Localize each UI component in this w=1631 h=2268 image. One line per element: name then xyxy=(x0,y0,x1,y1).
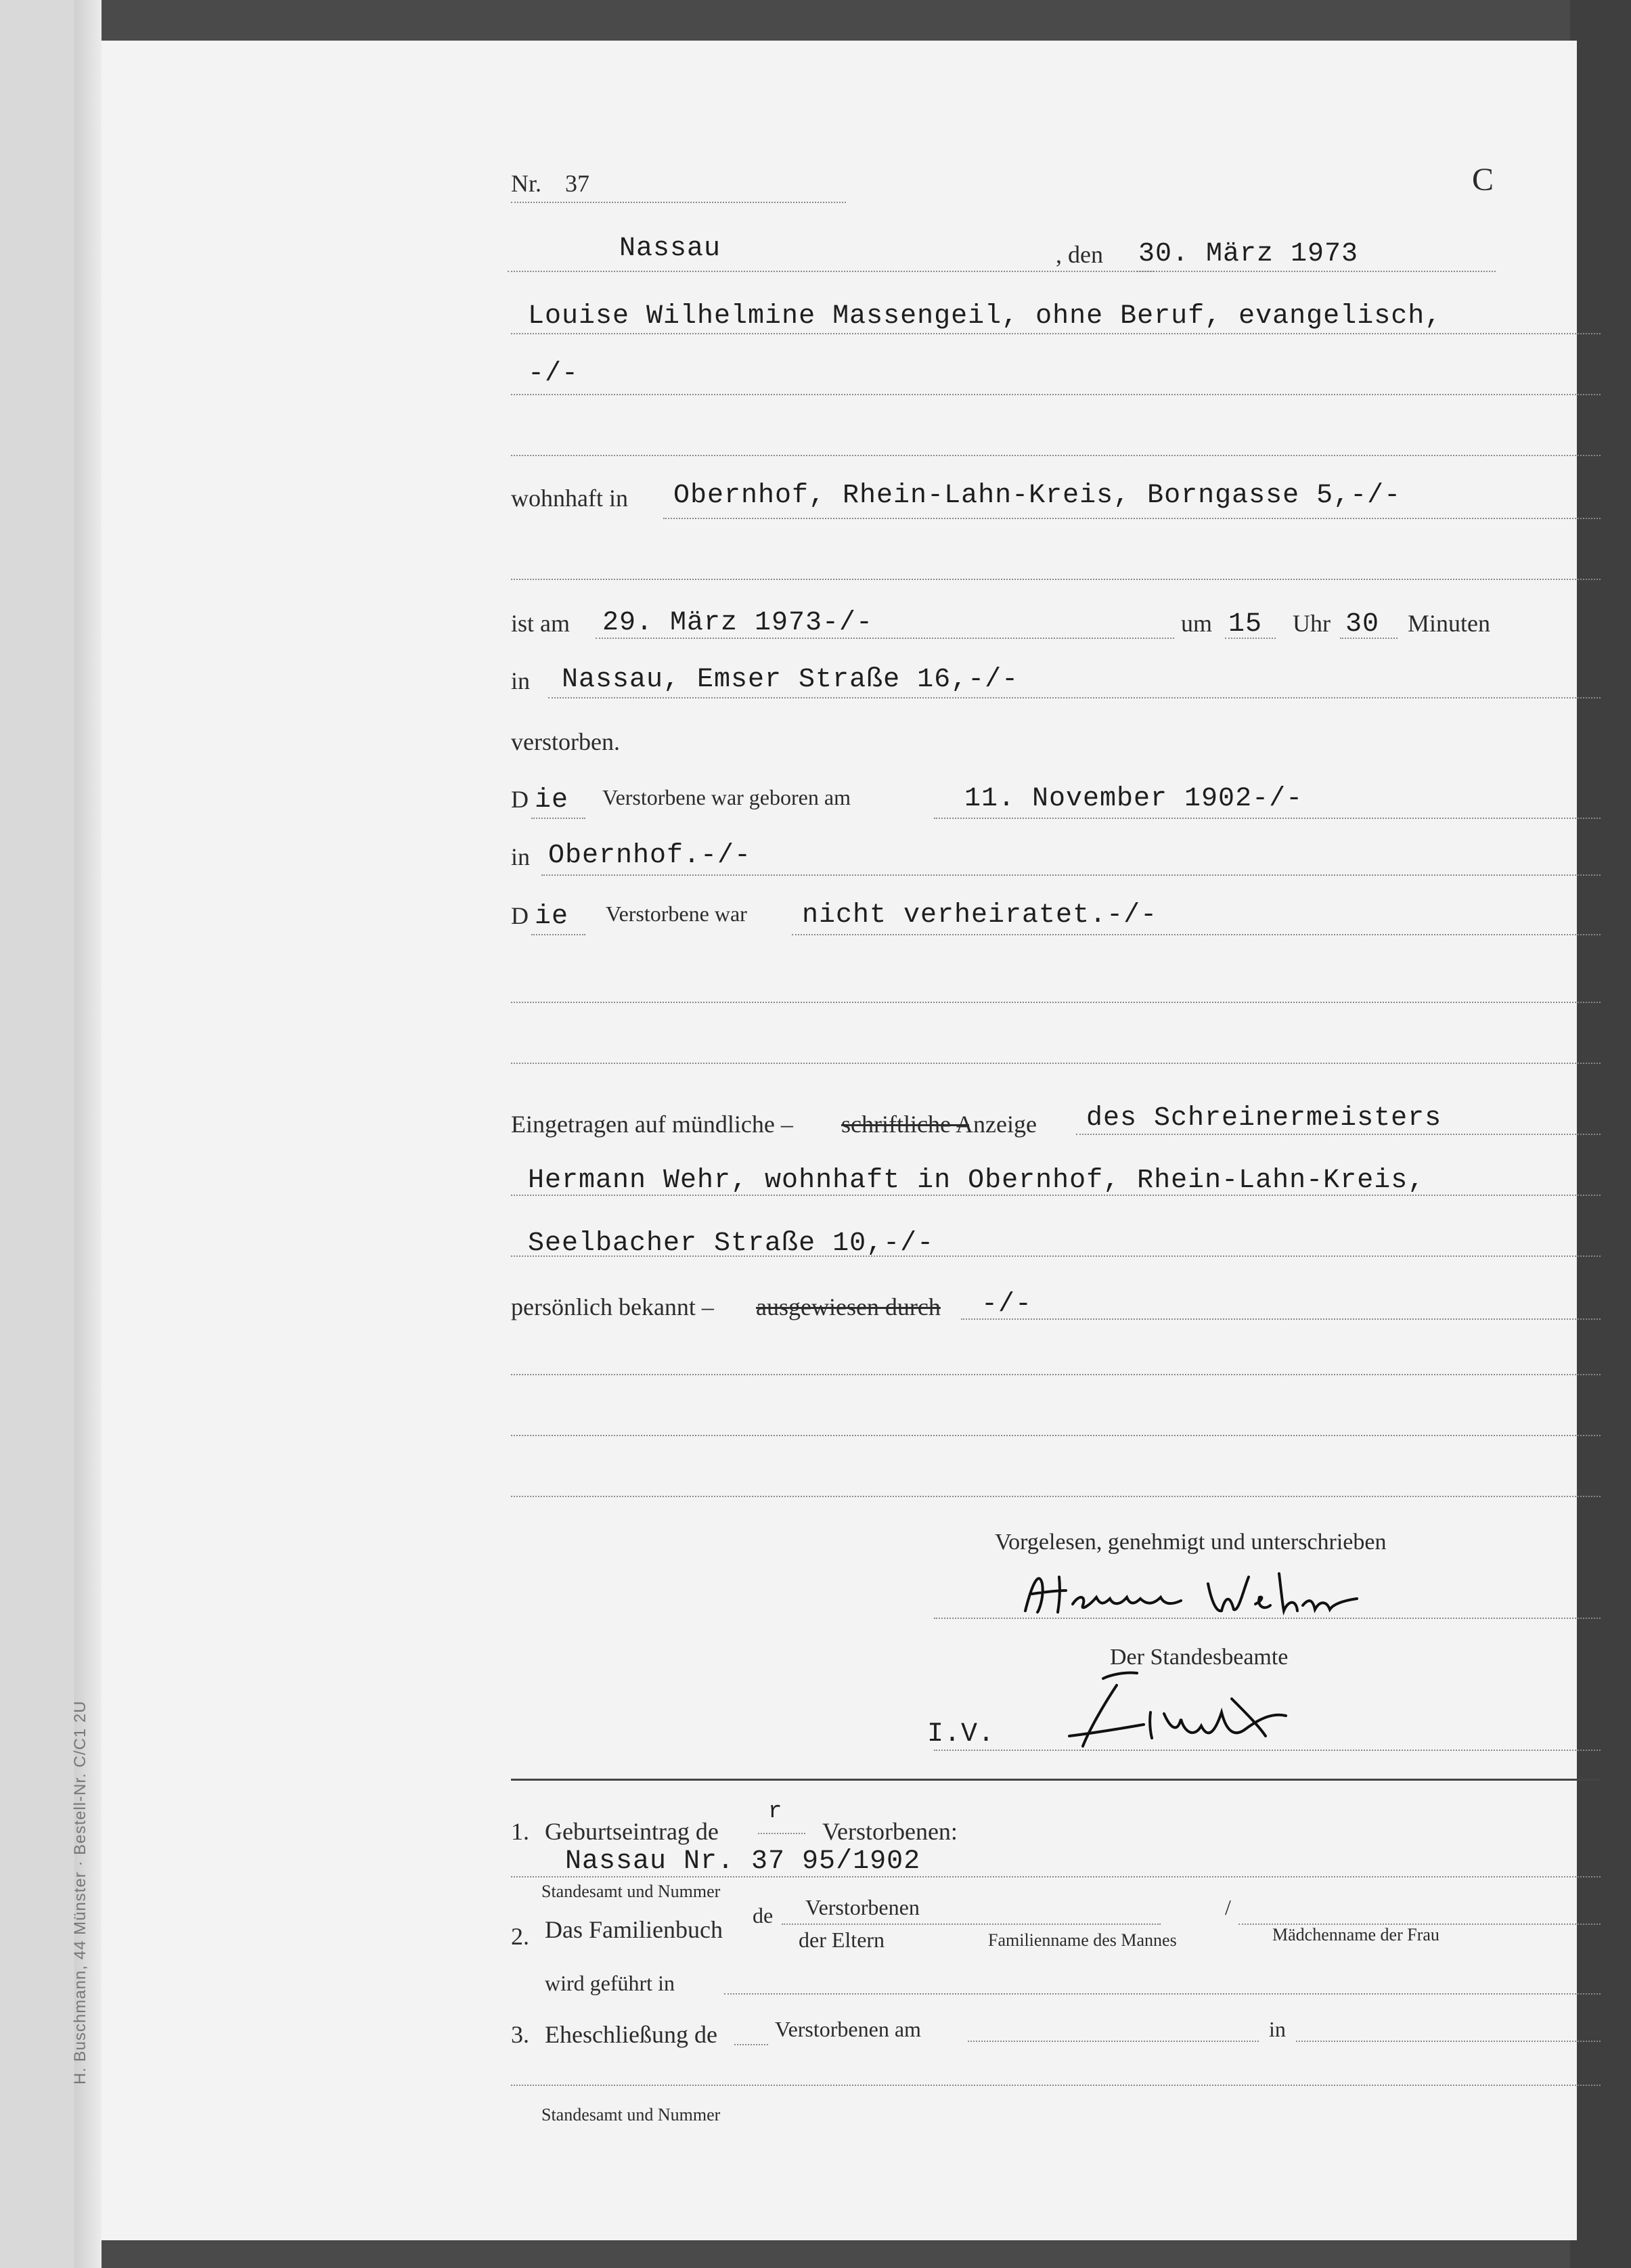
deceased-cont-rule xyxy=(511,394,1601,395)
footer-item3-date-rule xyxy=(968,2041,1259,2042)
residence-rule xyxy=(663,518,1601,519)
ie-rule-1 xyxy=(531,818,585,819)
bekannt-value: -/- xyxy=(981,1289,1033,1320)
footer-item3-num: 3. xyxy=(511,2021,529,2048)
footer-item1-r: r xyxy=(768,1799,783,1825)
birth-place: Obernhof.-/- xyxy=(548,841,752,871)
death-place: Nassau, Emser Straße 16,-/- xyxy=(562,665,1019,695)
standesamt-nummer-caption: Standesamt und Nummer xyxy=(541,1882,721,1901)
familienname-caption: Familienname des Mannes xyxy=(988,1930,1177,1950)
informant-rule-3 xyxy=(511,1255,1601,1257)
blank-rule-1 xyxy=(511,455,1601,456)
printer-margin-text: H. Buschmann, 44 Münster · Bestell-Nr. C/C1 2U xyxy=(71,1700,89,2085)
footer-item3-in: in xyxy=(1269,2017,1286,2041)
footer-item2-rule-a xyxy=(782,1924,1161,1925)
informant-rule-2 xyxy=(511,1195,1601,1196)
marital-rule xyxy=(792,934,1601,935)
informant-signature xyxy=(1019,1563,1370,1624)
registry-date: 30. März 1973 xyxy=(1138,239,1359,269)
ie-2: ie xyxy=(535,902,569,932)
footer-item3-de-rule xyxy=(734,2044,768,2045)
birth-place-rule xyxy=(541,874,1601,876)
footer-item2-wird: wird geführt in xyxy=(545,1971,675,1995)
anzeige-label: Anzeige xyxy=(956,1111,1037,1138)
blank-rule-3 xyxy=(511,1002,1601,1003)
blank-rule-2 xyxy=(511,579,1601,580)
verstorben-label: verstorben. xyxy=(511,728,620,755)
footer-item2-slash: / xyxy=(1225,1895,1231,1919)
footer-item2-eltern: der Eltern xyxy=(799,1928,885,1952)
blank-rule-7 xyxy=(511,1496,1601,1497)
wohnhaft-label: wohnhaft in xyxy=(511,485,628,512)
footer-item3-rule xyxy=(511,2085,1601,2086)
standesbeamte-label: Der Standesbeamte xyxy=(1110,1645,1289,1670)
footer-item2-de: de xyxy=(753,1903,774,1928)
deceased-cont: -/- xyxy=(528,359,579,389)
minute-rule xyxy=(1340,638,1398,639)
death-date: 29. März 1973-/- xyxy=(602,608,874,638)
informant-line-3: Seelbacher Straße 10,-/- xyxy=(528,1228,935,1259)
section-divider xyxy=(511,1779,1601,1781)
ausgewiesen-struck: ausgewiesen durch xyxy=(756,1293,941,1320)
blank-rule-4 xyxy=(511,1063,1601,1064)
number-label: Nr. xyxy=(511,170,541,197)
footer-item2-label: Das Familienbuch xyxy=(545,1916,723,1943)
uhr-label: Uhr xyxy=(1293,610,1331,637)
in-label-2: in xyxy=(511,843,531,870)
den-label: , den xyxy=(1056,241,1103,268)
death-hour: 15 xyxy=(1228,609,1263,640)
d-label-1: D xyxy=(511,786,529,813)
footer-item2-verstorbenen: Verstorbenen xyxy=(805,1895,920,1919)
blank-rule-5 xyxy=(511,1374,1601,1375)
deceased-line: Louise Wilhelmine Massengeil, ohne Beruf, evangelisch, xyxy=(528,301,1442,332)
footer-item1-r-rule xyxy=(758,1833,805,1834)
death-place-rule xyxy=(548,697,1601,698)
bekannt-rule xyxy=(961,1318,1601,1320)
standesamt-nummer-caption-2: Standesamt und Nummer xyxy=(541,2105,721,2125)
register-page xyxy=(102,41,1577,2240)
informant-rule-1 xyxy=(1076,1134,1601,1135)
footer-item1-rule xyxy=(511,1876,1601,1877)
iv-label: I.V. xyxy=(927,1719,996,1750)
footer-item2-rule-c xyxy=(724,1993,1601,1995)
death-minute: 30 xyxy=(1345,609,1380,640)
footer-item1-num: 1. xyxy=(511,1818,529,1845)
number-line xyxy=(511,202,846,203)
footer-item2-num: 2. xyxy=(511,1923,529,1950)
hour-rule xyxy=(1225,638,1276,639)
official-signature xyxy=(1063,1665,1306,1760)
footer-item3-place-rule xyxy=(1296,2041,1601,2042)
informant-line-1: des Schreinermeisters xyxy=(1086,1103,1442,1134)
ist-am-label: ist am xyxy=(511,610,570,637)
footer-item3-verstorbenen: Verstorbenen am xyxy=(775,2017,921,2041)
in-label: in xyxy=(511,667,531,694)
ie-1: ie xyxy=(535,785,569,816)
footer-item1-label: Geburtseintrag de xyxy=(545,1818,719,1845)
death-date-rule xyxy=(596,638,1174,639)
marital-status: nicht verheiratet.-/- xyxy=(802,900,1158,931)
footer-item1-label2: Verstorbenen: xyxy=(822,1818,958,1845)
place-line xyxy=(508,271,1154,272)
maedchenname-caption: Mädchenname der Frau xyxy=(1272,1925,1439,1944)
form-letter: C xyxy=(1472,162,1494,198)
date-line xyxy=(1137,271,1496,272)
registry-place: Nassau xyxy=(619,234,721,264)
residence: Obernhof, Rhein-Lahn-Kreis, Borngasse 5,-/- xyxy=(673,481,1402,511)
schriftliche-struck: schriftliche – xyxy=(841,1111,969,1138)
vorgelesen-text: Vorgelesen, genehmigt und unterschrieben xyxy=(995,1530,1387,1555)
bekannt-label: persönlich bekannt – xyxy=(511,1293,714,1320)
eingetragen-label: Eingetragen auf mündliche – xyxy=(511,1111,793,1138)
deceased-line-rule xyxy=(511,333,1601,334)
blank-rule-6 xyxy=(511,1435,1601,1436)
footer-birth-entry: Nassau Nr. 37 95/1902 xyxy=(565,1846,921,1877)
official-signature-rule xyxy=(934,1750,1601,1751)
svg-text:Hermann Wehr: Hermann Wehr xyxy=(1019,1563,1023,1564)
birth-date-rule xyxy=(934,818,1601,819)
minuten-label: Minuten xyxy=(1408,610,1490,637)
d-label-2: D xyxy=(511,902,529,929)
informant-line-2: Hermann Wehr, wohnhaft in Obernhof, Rhein-Lahn-Kreis, xyxy=(528,1165,1425,1196)
footer-item3-label: Eheschließung de xyxy=(545,2021,717,2048)
birth-date: 11. November 1902-/- xyxy=(964,784,1303,814)
informant-signature-rule xyxy=(934,1618,1601,1619)
entry-number: 37 xyxy=(565,170,589,197)
marital-label: Verstorbene war xyxy=(606,902,747,926)
um-label: um xyxy=(1181,610,1213,637)
svg-text:Fink: Fink xyxy=(1063,1665,1064,1666)
born-label: Verstorbene war geboren am xyxy=(602,785,851,809)
ie-rule-2 xyxy=(531,934,585,935)
